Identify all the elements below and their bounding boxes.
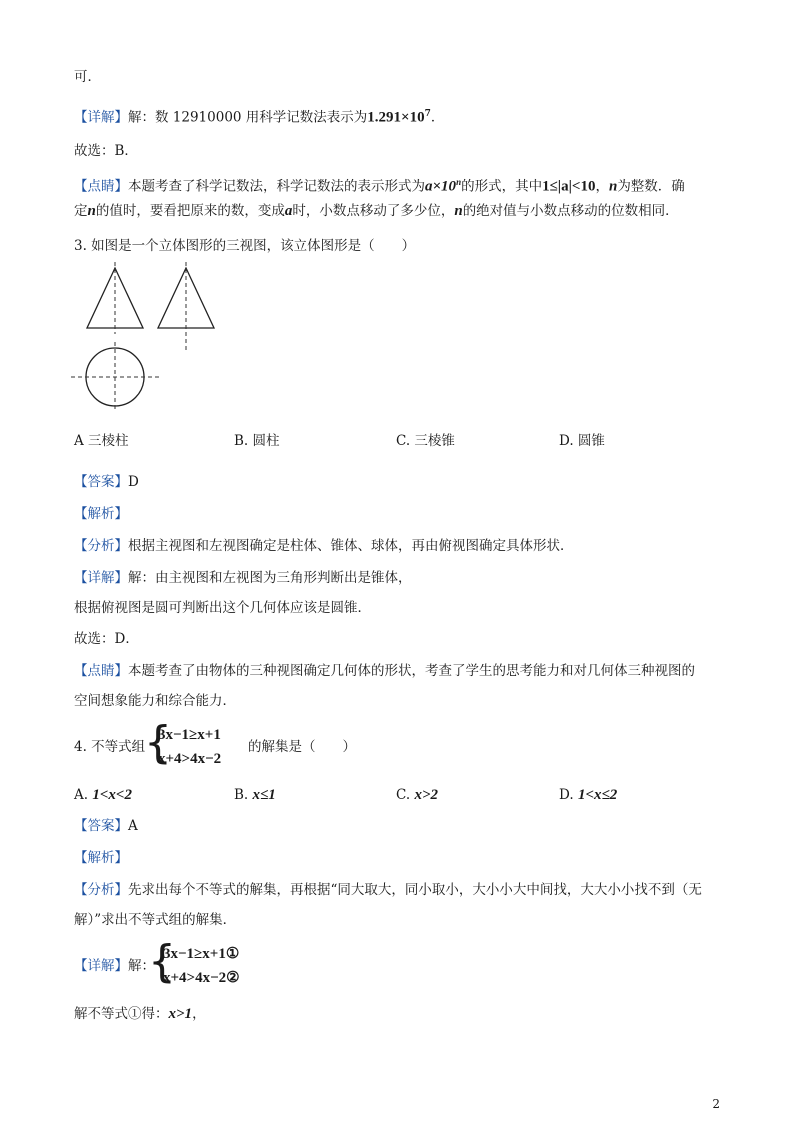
analysis-line (74, 504, 128, 524)
fenxi-text: 先求出每个不等式的解集，再根据“同大取大，同小取小，大小小大中间找，大大小小找不到（无 (128, 882, 702, 898)
detail-line (74, 568, 412, 588)
dianjing-text: 本题考查了由物体的三种视图确定几何体的形状，考查了学生的思考能力和对几何体三种视图的 (128, 663, 695, 679)
answer-line (74, 472, 139, 492)
answer-tag: 【答案】 (74, 818, 128, 834)
detail-text: 解：由主视图和左视图为三角形判断出是锥体， (128, 570, 412, 586)
math-expression: n (87, 203, 96, 219)
dianjing-tag: 【点睛】 (74, 663, 128, 679)
math-expression: x>1 (168, 1006, 193, 1022)
brace-symbol: { (148, 936, 176, 987)
text-fragment: 定 (74, 203, 88, 219)
question-4-prefix: 4. 不等式组 (74, 739, 146, 755)
analysis-line (74, 848, 128, 868)
text-line (74, 172, 685, 197)
detail-tag: 【详解】 (74, 109, 128, 126)
detail-text: 解：数 12910000 用科学记数法表示为 (128, 109, 368, 126)
math-expression: a×10 (425, 178, 457, 195)
answer-value: D (128, 474, 139, 490)
text-fragment: 本题考查了科学记数法，科学记数法的表示形式为 (128, 178, 425, 195)
detail-text: 解： (128, 958, 155, 974)
text-line: 解）”求出不等式组的解集． (74, 912, 237, 928)
analysis-tag: 【解析】 (74, 850, 128, 866)
text-fragment: 的形式，其中 (461, 178, 543, 195)
dianjing-line (74, 661, 695, 681)
option-d: D. 圆锥 (559, 433, 605, 449)
option-c: C. 三棱锥 (396, 433, 455, 449)
option-c (396, 785, 438, 805)
page-number: 2 (712, 1097, 720, 1111)
text-line (74, 201, 679, 221)
question-4-suffix: 的解集是（ ） (248, 739, 356, 755)
answer-tag: 【答案】 (74, 474, 128, 490)
three-view-figure (66, 262, 226, 412)
math-expression: n (608, 178, 618, 195)
text-fragment: 的值时，要看把原来的数，变成 (95, 203, 285, 219)
solve-text: 解不等式①得： (74, 1006, 169, 1022)
text-line: 根据俯视图是圆可判断出这个几何体应该是圆锥． (74, 600, 371, 616)
detail-tag: 【详解】 (74, 570, 128, 586)
text-line (74, 104, 444, 128)
fenxi-tag: 【分析】 (74, 882, 128, 898)
option-math: 1<x<2 (92, 787, 132, 803)
option-label: C. (396, 787, 411, 803)
option-math: x≤1 (252, 787, 276, 803)
detail-tag: 【详解】 (74, 958, 128, 974)
math-expression: n (454, 203, 463, 219)
fenxi-tag: 【分析】 (74, 538, 128, 554)
text-fragment: 为整数．确 (617, 178, 685, 195)
math-exponent: n (456, 177, 462, 187)
solve-line (74, 1004, 206, 1024)
option-b: B. 圆柱 (234, 433, 280, 449)
fenxi-line (74, 536, 574, 556)
option-math: x>2 (414, 787, 438, 803)
analysis-tag: 【解析】 (74, 506, 128, 522)
text-line: 故选：D． (74, 631, 139, 647)
inequality-row-1: 3x−1≥x+1 (158, 727, 221, 743)
text-fragment: 的绝对值与小数点移动的位数相同． (462, 203, 679, 219)
text-fragment: 时，小数点移动了多少位， (292, 203, 455, 219)
option-math: 1<x≤2 (577, 787, 618, 803)
option-label: B. (234, 787, 249, 803)
inequality-row-1: 3x−1≥x+1① (163, 946, 240, 962)
option-a (74, 785, 132, 805)
text-line: 故选：B． (74, 143, 138, 159)
fenxi-text: 根据主视图和左视图确定是柱体、锥体、球体，再由俯视图确定具体形状． (128, 538, 574, 554)
answer-value: A (128, 818, 138, 834)
option-a: A 三棱柱 (74, 433, 129, 449)
text-line: 空间想象能力和综合能力． (74, 693, 236, 709)
dianjing-tag: 【点睛】 (74, 178, 128, 195)
math-exponent: 7 (424, 109, 431, 119)
answer-line (74, 816, 138, 836)
text-end: ， (192, 1006, 206, 1022)
question-3: 3. 如图是一个立体图形的三视图，该立体图形是（ ） (74, 238, 416, 254)
fenxi-line (74, 880, 702, 900)
math-expression: 1.291×10 (367, 109, 425, 126)
text-line: 可． (74, 69, 101, 85)
inequality-row-2: x+4>4x−2② (163, 970, 240, 986)
detail-line (74, 956, 155, 976)
option-label: D. (559, 787, 574, 803)
text-fragment: ， (595, 178, 609, 195)
math-expression: a (284, 203, 293, 219)
brace-symbol: { (144, 717, 172, 768)
option-label: A. (74, 787, 89, 803)
option-b (234, 785, 276, 805)
inequality-row-2: x+4>4x−2 (158, 751, 222, 767)
math-expression: 1≤|a|<10 (542, 178, 596, 195)
option-d (559, 785, 617, 805)
text-end: ． (430, 109, 445, 126)
